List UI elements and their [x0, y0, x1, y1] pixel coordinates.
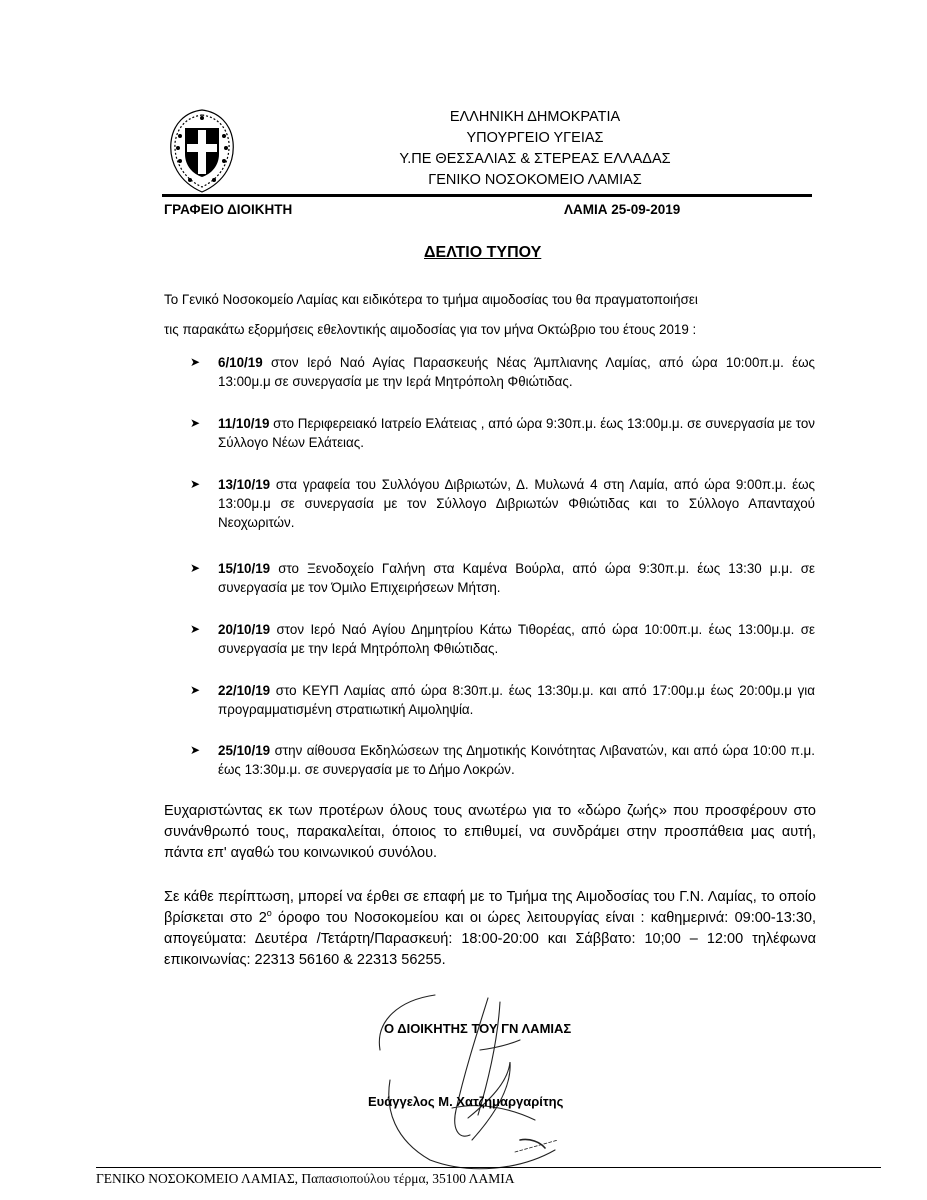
- item-date: 6/10/19: [218, 355, 263, 370]
- arrow-bullet-icon: ➤: [190, 743, 201, 757]
- item-date: 15/10/19: [218, 561, 271, 576]
- header-divider: [162, 194, 812, 197]
- contact-text: Σε κάθε περίπτωση, μπορεί να έρθει σε επαφή με το Τμήμα της Αιμοδοσίας του Γ.Ν. Λαμίας, το οποίο βρίσκεται στο 2: [164, 889, 816, 926]
- item-text: στο ΚΕΥΠ Λαμίας από ώρα 8:30π.μ. έως 13:30μ.μ. και από 17:00μ.μ έως 20:00μ.μ για προγραμματισμένη στρατιωτική Αιμοληψία.: [218, 683, 815, 717]
- ordinal-suffix: ο: [266, 908, 272, 919]
- arrow-bullet-icon: ➤: [190, 355, 201, 369]
- contact-paragraph: [164, 887, 816, 971]
- arrow-bullet-icon: ➤: [190, 683, 201, 697]
- item-date: 20/10/19: [218, 622, 271, 637]
- arrow-bullet-icon: ➤: [190, 477, 201, 491]
- arrow-bullet-icon: ➤: [190, 561, 201, 575]
- signatory-title: Ο ΔΙΟΙΚΗΤΗΣ ΤΟΥ ΓΝ ΛΑΜΙΑΣ: [384, 1021, 572, 1036]
- document-title: ΔΕΛΤΙΟ ΤΥΠΟΥ: [424, 244, 542, 261]
- item-text: στον Ιερό Ναό Αγίας Παρασκευής Νέας Άμπλιανης Λαμίας, από ώρα 10:00π.μ. έως 13:00μ.μ σε συνεργασία με την Ιερά Μητρόπολη Φθιώτιδας.: [218, 355, 815, 389]
- item-date: 13/10/19: [218, 477, 271, 492]
- office-label: ΓΡΑΦΕΙΟ ΔΙΟΙΚΗΤΗ: [164, 202, 293, 217]
- letterhead: [380, 107, 690, 191]
- item-text: στην αίθουσα Εκδηλώσεων της Δημοτικής Κοινότητας Λιβανατών, και από ώρα 10:00 π.μ. έως 13:30μ.μ. σε συνεργασία με το Δήμο Λοκρών.: [218, 743, 815, 777]
- greek-coat-of-arms-icon: [165, 106, 239, 196]
- contact-text: όροφο του Νοσοκομείου και οι ώρες λειτουργίας είναι : καθημερινά: 09:00-13:30, απογεύματα: Δευτέρα /Τετάρτη/Παρασκευή: 18:00-20:00 και Σάββατο: 10;00 – 12:00 τηλέφωνα επικοινωνίας: 22313 56160 & 22313 56255.: [164, 910, 816, 968]
- item-text: στα γραφεία του Συλλόγου Διβριωτών, Δ. Μυλωνά 4 στη Λαμία, από ώρα 9:00π.μ. έως 13:00μ.μ σε συνεργασία με τον Σύλλογο Διβριωτών Φθιώτιδας και το Σύλλογο Απανταχού Νεοχωριτών.: [218, 477, 815, 530]
- handwritten-signature: [360, 990, 620, 1175]
- letterhead-line: ΕΛΛΗΝΙΚΗ ΔΗΜΟΚΡΑΤΙΑ: [449, 109, 621, 125]
- arrow-bullet-icon: ➤: [190, 622, 201, 636]
- item-date: 11/10/19: [218, 416, 270, 431]
- signatory-name: Ευάγγελος Μ. Χατζημαργαρίτης: [368, 1094, 564, 1109]
- footer-address: ΓΕΝΙΚΟ ΝΟΣΟΚΟΜΕΙΟ ΛΑΜΙΑΣ, Παπασιοπούλου τέρμα, 35100 ΛΑΜΙΑ: [96, 1171, 515, 1186]
- item-text: στο Ξενοδοχείο Γαλήνη στα Καμένα Βούρλα, από ώρα 9:30π.μ. έως 13:30 μ.μ. σε συνεργασία με τον Όμιλο Επιχειρήσεων Μήτση.: [218, 561, 815, 595]
- intro-line-2: τις παρακάτω εξορμήσεις εθελοντικής αιμοδοσίας για τον μήνα Οκτώβριο του έτους 2019 :: [164, 322, 697, 337]
- item-text: στο Περιφερειακό Ιατρείο Ελάτειας , από ώρα 9:30π.μ. έως 13:00μ.μ. σε συνεργασία με τον Σύλλογο Νέων Ελάτειας.: [218, 416, 815, 450]
- item-date: 22/10/19: [218, 683, 271, 698]
- thanks-paragraph: Ευχαριστώντας εκ των προτέρων όλους τους ανωτέρω για το «δώρο ζωής» που προσφέρουν στο συνάνθρωπό τους, παρακαλείται, όποιος το επιθυμεί, να συνδράμει στην προσπάθεια μας αυτή, πάντα επ' αγαθώ του κοινωνικού συνόλου.: [164, 803, 816, 861]
- arrow-bullet-icon: ➤: [190, 416, 201, 430]
- letterhead-line: ΥΠΟΥΡΓΕΙΟ ΥΓΕΙΑΣ: [466, 130, 604, 146]
- letterhead-line: Υ.ΠΕ ΘΕΣΣΑΛΙΑΣ & ΣΤΕΡΕΑΣ ΕΛΛΑΔΑΣ: [399, 151, 671, 167]
- item-date: 25/10/19: [218, 743, 271, 758]
- footer-divider: [96, 1167, 881, 1168]
- intro-line-1: Το Γενικό Νοσοκομείο Λαμίας και ειδικότερα το τμήμα αιμοδοσίας του θα πραγματοποιήσει: [164, 292, 698, 307]
- letterhead-line: ΓΕΝΙΚΟ ΝΟΣΟΚΟΜΕΙΟ ΛΑΜΙΑΣ: [428, 172, 642, 188]
- item-text: στον Ιερό Ναό Αγίου Δημητρίου Κάτω Τιθορέας, από ώρα 10:00π.μ. έως 13:00μ.μ. σε συνεργασία με την Ιερά Μητρόπολη Φθιώτιδας.: [218, 622, 815, 656]
- document-date: ΛΑΜΙΑ 25-09-2019: [564, 202, 681, 217]
